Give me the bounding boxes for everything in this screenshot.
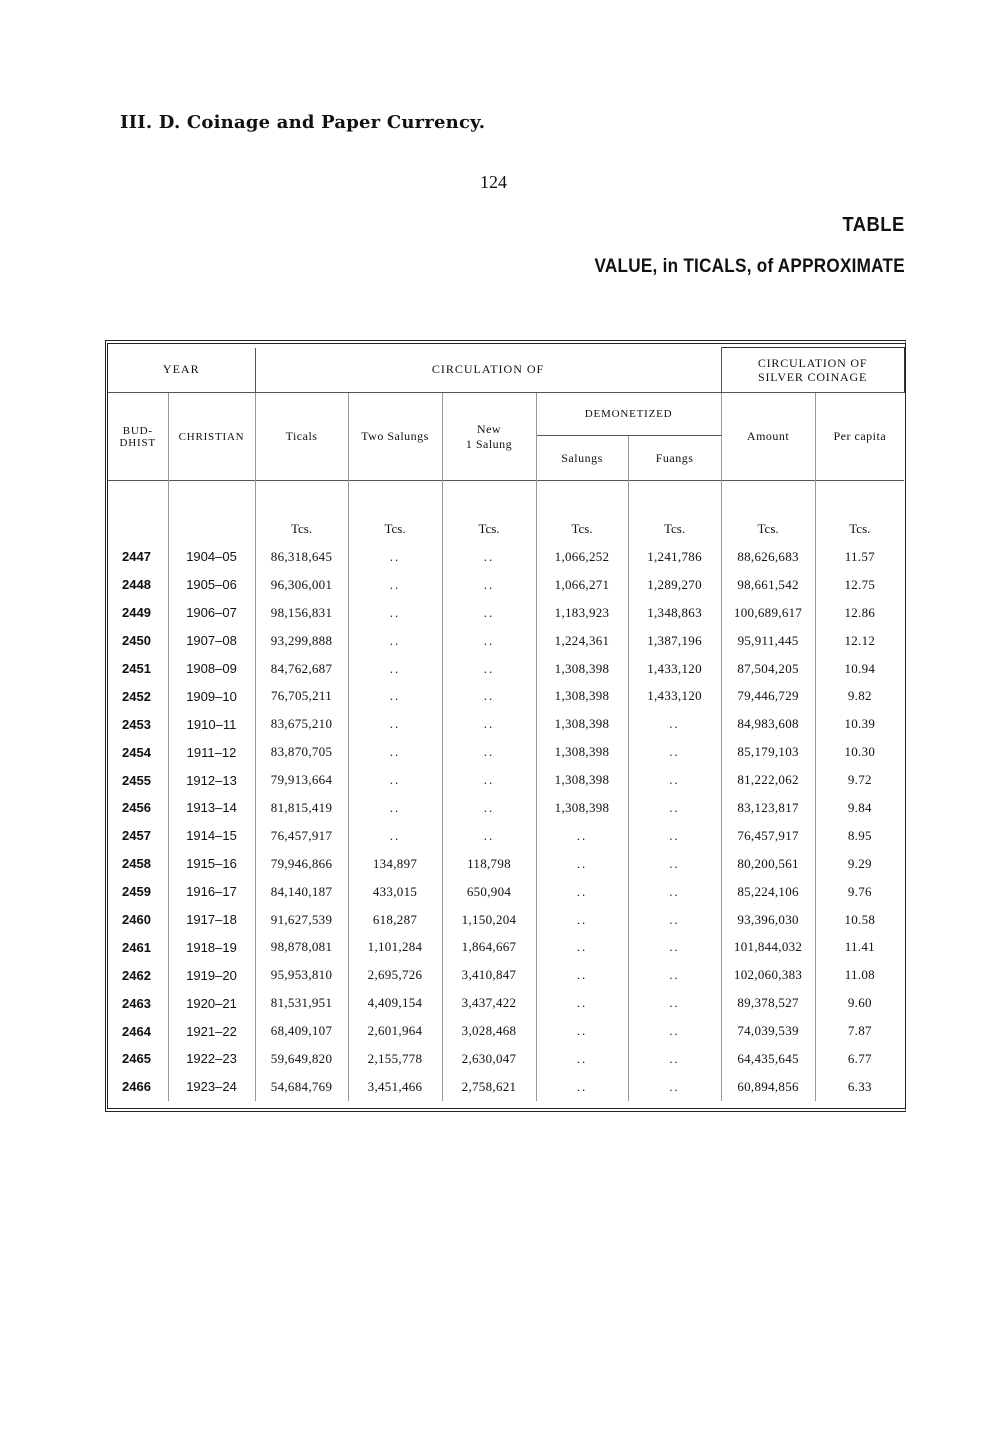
table-row xyxy=(108,682,904,710)
ticals-cell: 79,946,866 xyxy=(255,850,348,878)
new-salung-line2: 1 Salung xyxy=(465,436,513,451)
year-header: YEAR xyxy=(108,348,255,393)
two-salungs-cell: .. xyxy=(348,682,442,710)
table-row xyxy=(108,794,904,822)
christian-year-cell: 1908–09 xyxy=(168,655,255,683)
new-salung-cell: 2,758,621 xyxy=(442,1073,536,1101)
salungs-cell: .. xyxy=(536,1045,628,1073)
buddhist-year-cell: 2449 xyxy=(108,599,168,627)
christian-year-cell: 1913–14 xyxy=(168,794,255,822)
table-row xyxy=(108,822,904,850)
per-capita-cell: 10.94 xyxy=(844,660,876,676)
buddhist-year-cell: 2465 xyxy=(108,1045,168,1073)
christian-year-cell: 1911–12 xyxy=(168,738,255,766)
salungs-cell: 1,308,398 xyxy=(536,766,628,794)
amount-cell: 87,504,205 xyxy=(721,655,815,683)
per-capita-cell: 8.95 xyxy=(847,827,872,843)
two-salungs-cell: .. xyxy=(348,766,442,794)
buddhist-year-cell: 2454 xyxy=(108,738,168,766)
salungs-cell: .. xyxy=(536,1073,628,1101)
two-salungs-header: Two Salungs xyxy=(348,393,442,481)
circulation-of-header: CIRCULATION OF xyxy=(255,348,721,393)
new-salung-cell: .. xyxy=(442,543,536,571)
salungs-cell: .. xyxy=(536,906,628,934)
ticals-cell: 76,457,917 xyxy=(255,822,348,850)
two-salungs-cell: .. xyxy=(348,738,442,766)
demonetized-header: DEMONETIZED xyxy=(536,393,721,436)
buddhist-year-cell: 2453 xyxy=(108,710,168,738)
ticals-cell: 93,299,888 xyxy=(255,627,348,655)
salungs-cell: 1,308,398 xyxy=(536,794,628,822)
ticals-cell: 59,649,820 xyxy=(255,1045,348,1073)
buddhist-year-cell: 2448 xyxy=(108,571,168,599)
fuangs-cell: .. xyxy=(628,906,721,934)
buddhist-year-cell: 2458 xyxy=(108,850,168,878)
buddhist-year-cell: 2447 xyxy=(108,543,168,571)
new-salung-line1: New xyxy=(476,421,502,436)
two-salungs-cell: .. xyxy=(348,571,442,599)
currency-table xyxy=(108,347,905,1101)
salungs-cell: 1,308,398 xyxy=(536,710,628,738)
fuangs-cell: .. xyxy=(628,766,721,794)
buddhist-year-cell: 2456 xyxy=(108,794,168,822)
fuangs-cell: 1,289,270 xyxy=(628,571,721,599)
christian-year-cell: 1919–20 xyxy=(168,961,255,989)
fuangs-cell: .. xyxy=(628,1045,721,1073)
amount-cell: 64,435,645 xyxy=(721,1045,815,1073)
ticals-cell: 81,531,951 xyxy=(255,989,348,1017)
new-salung-header xyxy=(442,393,536,481)
ticals-cell: 95,953,810 xyxy=(255,961,348,989)
two-salungs-cell: .. xyxy=(348,543,442,571)
per-capita-cell: 9.76 xyxy=(847,883,872,899)
salungs-cell: .. xyxy=(536,822,628,850)
salungs-cell: .. xyxy=(536,961,628,989)
salungs-cell: .. xyxy=(536,1017,628,1045)
amount-cell: 83,123,817 xyxy=(721,794,815,822)
table-row xyxy=(108,961,904,989)
new-salung-cell: 650,904 xyxy=(442,878,536,906)
table-row xyxy=(108,766,904,794)
buddhist-year-cell: 2462 xyxy=(108,961,168,989)
table-row xyxy=(108,878,904,906)
buddhist-year-cell: 2466 xyxy=(108,1073,168,1101)
new-salung-cell: .. xyxy=(442,571,536,599)
fuangs-cell: 1,433,120 xyxy=(628,682,721,710)
salungs-cell: .. xyxy=(536,989,628,1017)
two-salungs-cell: 2,695,726 xyxy=(348,961,442,989)
ticals-cell: 84,140,187 xyxy=(255,878,348,906)
ticals-cell: 83,870,705 xyxy=(255,738,348,766)
two-salungs-cell: 2,601,964 xyxy=(348,1017,442,1045)
amount-cell: 79,446,729 xyxy=(721,682,815,710)
new-salung-cell: 3,028,468 xyxy=(442,1017,536,1045)
amount-header: Amount xyxy=(721,393,815,481)
two-salungs-cell: .. xyxy=(348,710,442,738)
page-number: 124 xyxy=(480,172,507,192)
table-row xyxy=(108,933,904,961)
table-row xyxy=(108,655,904,683)
per-capita-cell: 11.57 xyxy=(844,548,875,564)
christian-header: CHRISTIAN xyxy=(168,393,255,481)
buddhist-year-cell: 2451 xyxy=(108,655,168,683)
two-salungs-cell: 433,015 xyxy=(348,878,442,906)
unit-ticals: Tcs. xyxy=(255,481,348,544)
fuangs-cell: .. xyxy=(628,933,721,961)
two-salungs-cell: 1,101,284 xyxy=(348,933,442,961)
per-capita-cell: 11.41 xyxy=(844,939,875,955)
ticals-cell: 81,815,419 xyxy=(255,794,348,822)
christian-year-cell: 1905–06 xyxy=(168,571,255,599)
per-capita-cell: 9.72 xyxy=(847,772,872,788)
ticals-header: Ticals xyxy=(255,393,348,481)
two-salungs-cell: .. xyxy=(348,655,442,683)
unit-salungs: Tcs. xyxy=(536,481,628,544)
per-capita-cell: 12.75 xyxy=(844,576,876,592)
buddhist-year-cell: 2464 xyxy=(108,1017,168,1045)
fuangs-cell: .. xyxy=(628,794,721,822)
christian-year-cell: 1906–07 xyxy=(168,599,255,627)
fuangs-cell: 1,348,863 xyxy=(628,599,721,627)
salungs-cell: 1,308,398 xyxy=(536,682,628,710)
unit-amount: Tcs. xyxy=(721,481,815,544)
new-salung-cell: .. xyxy=(442,794,536,822)
per-capita-cell: 7.87 xyxy=(847,1023,872,1039)
salungs-cell: 1,308,398 xyxy=(536,655,628,683)
amount-cell: 101,844,032 xyxy=(721,933,815,961)
unit-two-salungs: Tcs. xyxy=(348,481,442,544)
per-capita-cell: 11.08 xyxy=(844,967,875,983)
salungs-cell: .. xyxy=(536,933,628,961)
fuangs-cell: .. xyxy=(628,850,721,878)
christian-year-cell: 1920–21 xyxy=(168,989,255,1017)
two-salungs-cell: 618,287 xyxy=(348,906,442,934)
unit-new-salung: Tcs. xyxy=(442,481,536,544)
amount-cell: 81,222,062 xyxy=(721,766,815,794)
silver-header-line1: CIRCULATION OF xyxy=(757,356,868,370)
new-salung-cell: .. xyxy=(442,599,536,627)
amount-cell: 84,983,608 xyxy=(721,710,815,738)
buddhist-year-cell: 2463 xyxy=(108,989,168,1017)
salungs-cell: .. xyxy=(536,878,628,906)
christian-year-cell: 1923–24 xyxy=(168,1073,255,1101)
fuangs-cell: .. xyxy=(628,710,721,738)
amount-cell: 74,039,539 xyxy=(721,1017,815,1045)
table-row xyxy=(108,738,904,766)
amount-cell: 100,689,617 xyxy=(721,599,815,627)
table-row xyxy=(108,1017,904,1045)
table-row xyxy=(108,1073,904,1101)
new-salung-cell: 1,864,667 xyxy=(442,933,536,961)
two-salungs-cell: .. xyxy=(348,599,442,627)
new-salung-cell: .. xyxy=(442,655,536,683)
amount-cell: 98,661,542 xyxy=(721,571,815,599)
new-salung-cell: .. xyxy=(442,710,536,738)
per-capita-cell: 6.77 xyxy=(847,1050,872,1066)
ticals-cell: 76,705,211 xyxy=(255,682,348,710)
table-row xyxy=(108,543,904,571)
ticals-cell: 98,156,831 xyxy=(255,599,348,627)
per-capita-header: Per capita xyxy=(833,429,887,443)
per-capita-cell: 6.33 xyxy=(847,1078,872,1094)
amount-cell: 102,060,383 xyxy=(721,961,815,989)
buddhist-year-cell: 2457 xyxy=(108,822,168,850)
amount-cell: 89,378,527 xyxy=(721,989,815,1017)
christian-year-cell: 1917–18 xyxy=(168,906,255,934)
silver-coinage-header xyxy=(721,348,904,393)
unit-fuangs: Tcs. xyxy=(628,481,721,544)
fuangs-cell: .. xyxy=(628,989,721,1017)
fuangs-cell: .. xyxy=(628,961,721,989)
new-salung-cell: .. xyxy=(442,682,536,710)
christian-year-cell: 1916–17 xyxy=(168,878,255,906)
table-body xyxy=(108,543,904,1101)
new-salung-cell: 3,437,422 xyxy=(442,989,536,1017)
new-salung-cell: 118,798 xyxy=(442,850,536,878)
salungs-header: Salungs xyxy=(536,436,628,481)
salungs-cell: 1,066,271 xyxy=(536,571,628,599)
salungs-cell: 1,308,398 xyxy=(536,738,628,766)
table-row xyxy=(108,906,904,934)
buddhist-year-cell: 2452 xyxy=(108,682,168,710)
salungs-cell: .. xyxy=(536,850,628,878)
per-capita-cell: 9.82 xyxy=(847,688,872,704)
amount-cell: 88,626,683 xyxy=(721,543,815,571)
silver-header-line2: SILVER COINAGE xyxy=(758,370,868,384)
christian-year-cell: 1918–19 xyxy=(168,933,255,961)
fuangs-cell: .. xyxy=(628,878,721,906)
per-capita-cell: 12.12 xyxy=(844,632,876,648)
new-salung-cell: .. xyxy=(442,822,536,850)
ticals-cell: 96,306,001 xyxy=(255,571,348,599)
two-salungs-cell: .. xyxy=(348,822,442,850)
christian-year-cell: 1922–23 xyxy=(168,1045,255,1073)
table-label: TABLE xyxy=(842,214,905,236)
buddhist-year-cell: 2460 xyxy=(108,906,168,934)
fuangs-cell: .. xyxy=(628,738,721,766)
two-salungs-cell: 3,451,466 xyxy=(348,1073,442,1101)
amount-cell: 95,911,445 xyxy=(721,627,815,655)
buddhist-year-cell: 2459 xyxy=(108,878,168,906)
ticals-cell: 91,627,539 xyxy=(255,906,348,934)
two-salungs-cell: .. xyxy=(348,794,442,822)
new-salung-cell: 2,630,047 xyxy=(442,1045,536,1073)
christian-year-cell: 1907–08 xyxy=(168,627,255,655)
salungs-cell: 1,224,361 xyxy=(536,627,628,655)
table-row xyxy=(108,850,904,878)
ticals-cell: 83,675,210 xyxy=(255,710,348,738)
table-row xyxy=(108,571,904,599)
christian-year-cell: 1909–10 xyxy=(168,682,255,710)
per-capita-cell: 10.58 xyxy=(844,911,876,927)
table-row xyxy=(108,989,904,1017)
amount-cell: 85,224,106 xyxy=(721,878,815,906)
christian-year-cell: 1915–16 xyxy=(168,850,255,878)
fuangs-cell: .. xyxy=(628,1073,721,1101)
unit-empty xyxy=(168,481,255,544)
ticals-cell: 79,913,664 xyxy=(255,766,348,794)
table-row xyxy=(108,627,904,655)
new-salung-cell: 3,410,847 xyxy=(442,961,536,989)
buddhist-header xyxy=(108,393,168,481)
per-capita-cell: 10.39 xyxy=(844,716,876,732)
unit-empty xyxy=(108,481,168,544)
two-salungs-cell: .. xyxy=(348,627,442,655)
two-salungs-cell: 134,897 xyxy=(348,850,442,878)
ticals-cell: 84,762,687 xyxy=(255,655,348,683)
buddhist-year-cell: 2450 xyxy=(108,627,168,655)
christian-year-cell: 1921–22 xyxy=(168,1017,255,1045)
salungs-cell: 1,066,252 xyxy=(536,543,628,571)
amount-cell: 85,179,103 xyxy=(721,738,815,766)
christian-year-cell: 1914–15 xyxy=(168,822,255,850)
salungs-cell: 1,183,923 xyxy=(536,599,628,627)
fuangs-cell: .. xyxy=(628,1017,721,1045)
per-capita-cell: 12.86 xyxy=(844,604,876,620)
fuangs-cell: .. xyxy=(628,822,721,850)
amount-cell: 93,396,030 xyxy=(721,906,815,934)
unit-per-capita: Tcs. xyxy=(849,521,871,536)
two-salungs-cell: 4,409,154 xyxy=(348,989,442,1017)
buddhist-header-line2: DHIST xyxy=(119,436,156,449)
new-salung-cell: .. xyxy=(442,738,536,766)
table-row xyxy=(108,1045,904,1073)
fuangs-cell: 1,387,196 xyxy=(628,627,721,655)
amount-cell: 60,894,856 xyxy=(721,1073,815,1101)
per-capita-cell: 9.84 xyxy=(847,799,872,815)
new-salung-cell: .. xyxy=(442,627,536,655)
ticals-cell: 68,409,107 xyxy=(255,1017,348,1045)
per-capita-cell: 9.60 xyxy=(847,995,872,1011)
section-heading: III. D. Coinage and Paper Currency. xyxy=(120,112,486,133)
fuangs-header: Fuangs xyxy=(628,436,721,481)
table-title: VALUE, in TICALS, of APPROXIMATE xyxy=(594,256,905,277)
ticals-cell: 98,878,081 xyxy=(255,933,348,961)
ticals-cell: 54,684,769 xyxy=(255,1073,348,1101)
christian-year-cell: 1912–13 xyxy=(168,766,255,794)
per-capita-cell: 10.30 xyxy=(844,744,876,760)
fuangs-cell: 1,433,120 xyxy=(628,655,721,683)
amount-cell: 80,200,561 xyxy=(721,850,815,878)
ticals-cell: 86,318,645 xyxy=(255,543,348,571)
christian-year-cell: 1910–11 xyxy=(168,710,255,738)
amount-cell: 76,457,917 xyxy=(721,822,815,850)
buddhist-header-line1: BUD- xyxy=(122,424,153,437)
christian-year-cell: 1904–05 xyxy=(168,543,255,571)
table-row xyxy=(108,710,904,738)
two-salungs-cell: 2,155,778 xyxy=(348,1045,442,1073)
buddhist-year-cell: 2455 xyxy=(108,766,168,794)
new-salung-cell: 1,150,204 xyxy=(442,906,536,934)
per-capita-cell: 9.29 xyxy=(847,855,872,871)
table-row xyxy=(108,599,904,627)
new-salung-cell: .. xyxy=(442,766,536,794)
fuangs-cell: 1,241,786 xyxy=(628,543,721,571)
buddhist-year-cell: 2461 xyxy=(108,933,168,961)
